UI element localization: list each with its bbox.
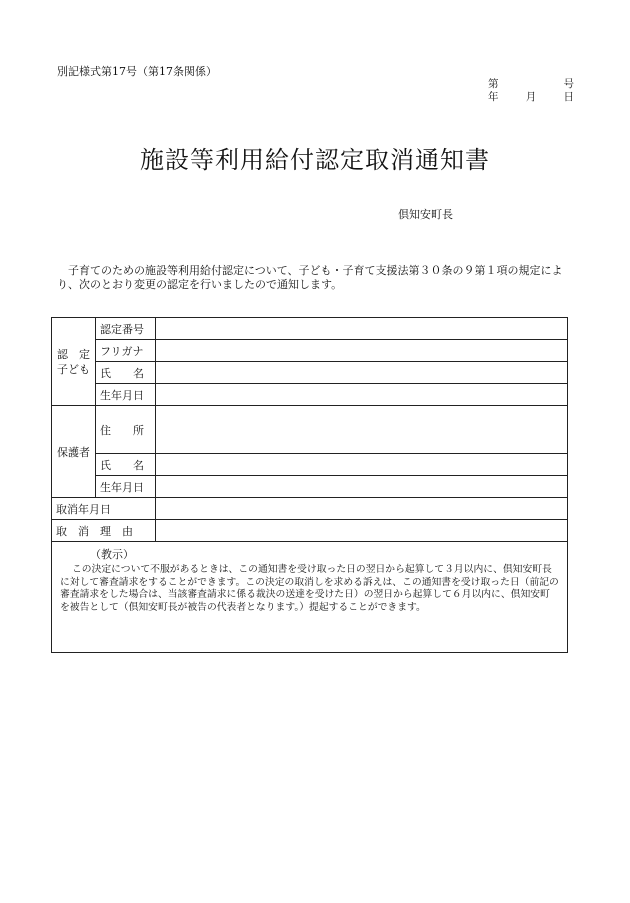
- child-furigana-label: フリガナ: [96, 340, 156, 362]
- child-birthdate-label: 生年月日: [96, 384, 156, 406]
- child-cert-number-field[interactable]: [156, 318, 568, 340]
- guardian-birthdate-label: 生年月日: [96, 476, 156, 498]
- child-group-label-line2: 子ども: [57, 362, 90, 376]
- table-row: [52, 476, 568, 498]
- table-row: [52, 454, 568, 476]
- cancel-reason-label: 取 消 理 由: [52, 520, 156, 542]
- appeal-notice-text: この決定について不服があるときは、この通知書を受け取った日の翌日から起算して３月以内に、倶知安町長に対して審査請求をすることができます。この決定の取消しを求める訴えは、この通知書を受け取った日（前記の審査請求をした場合は、当該審査請求に係る裁決の送達を受けた日）の翌日から起算して６月以内に、倶知安町を被告として（倶知安町長が被告の代表者となります。）提起することができます。: [60, 564, 559, 613]
- certification-table: [51, 317, 568, 653]
- table-row: [52, 362, 568, 384]
- form-number-label: 別記様式第17号（第17条関係）: [57, 65, 217, 78]
- child-name-label: 氏 名: [96, 362, 156, 384]
- appeal-notice-cell: [52, 542, 568, 653]
- child-birthdate-field[interactable]: [156, 384, 568, 406]
- child-cert-number-label: 認定番号: [96, 318, 156, 340]
- table-row: [52, 318, 568, 340]
- child-group-label-line1: 認 定: [57, 347, 90, 361]
- guardian-name-label: 氏 名: [96, 454, 156, 476]
- cancel-reason-field[interactable]: [156, 520, 568, 542]
- issuer-name: 倶知安町長: [398, 208, 453, 221]
- guardian-birthdate-field[interactable]: [156, 476, 568, 498]
- guardian-group-cell: [52, 406, 96, 498]
- number-prefix: 第: [488, 78, 499, 90]
- document-title: 施設等利用給付認定取消通知書: [140, 146, 490, 174]
- cancel-date-label: 取消年月日: [52, 498, 156, 520]
- table-row: [52, 520, 568, 542]
- number-suffix: 号: [563, 78, 574, 90]
- month-label: 月: [525, 91, 537, 103]
- guardian-name-field[interactable]: [156, 454, 568, 476]
- cancel-date-field[interactable]: [156, 498, 568, 520]
- child-furigana-field[interactable]: [156, 340, 568, 362]
- document-date-line: [488, 89, 574, 104]
- year-label: 年: [488, 91, 499, 103]
- table-row: [52, 406, 568, 454]
- guardian-address-field[interactable]: [156, 406, 568, 454]
- child-name-field[interactable]: [156, 362, 568, 384]
- guardian-address-label: 住 所: [96, 406, 156, 454]
- guardian-group-label: 保護者: [57, 445, 90, 459]
- table-row: [52, 498, 568, 520]
- day-label: 日: [563, 91, 574, 103]
- intro-paragraph: 子育てのための施設等利用給付認定について、子ども・子育て支援法第３０条の９第１項の規定により、次のとおり変更の認定を行いましたので通知します。: [57, 264, 563, 291]
- table-row: [52, 340, 568, 362]
- appeal-notice-heading: （教示）: [90, 548, 134, 561]
- table-row: [52, 384, 568, 406]
- table-row: [52, 542, 568, 653]
- child-group-cell: [52, 318, 96, 406]
